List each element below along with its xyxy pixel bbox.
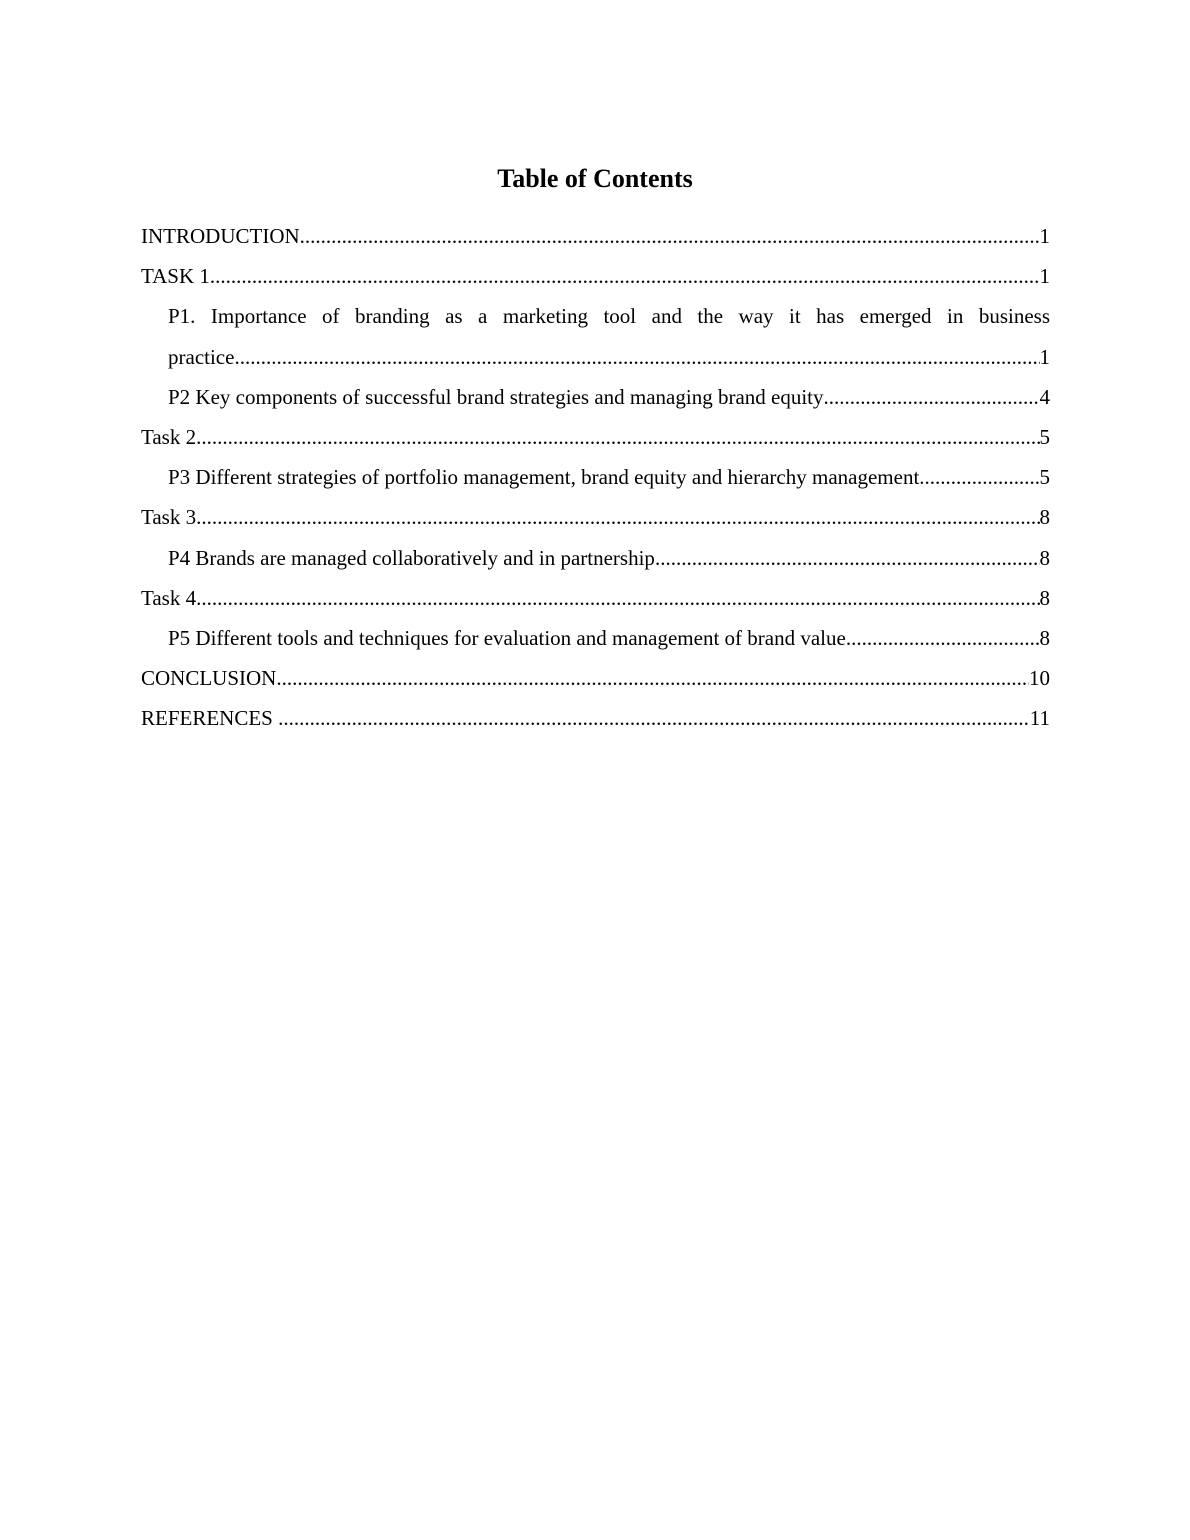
dot-leader xyxy=(234,337,1039,377)
toc-entry-label: TASK 1 xyxy=(141,264,210,289)
dot-leader xyxy=(196,497,1039,537)
dot-leader xyxy=(276,658,1029,698)
toc-entry-task-3[interactable] xyxy=(141,497,1050,537)
toc-entry-label-line-2: practice xyxy=(168,344,235,369)
toc-page-number: 8 xyxy=(1039,505,1050,530)
toc-entry-p1[interactable] xyxy=(141,296,1050,376)
toc-entry-task-1[interactable] xyxy=(141,256,1050,296)
toc-page-number: 1 xyxy=(1039,264,1050,289)
toc-entry-p4[interactable] xyxy=(141,538,1050,578)
toc-page-number: 4 xyxy=(1039,384,1050,409)
toc-entry-label: CONCLUSION xyxy=(141,666,277,691)
toc-page-number: 5 xyxy=(1039,465,1050,490)
toc-page-number: 8 xyxy=(1039,625,1050,650)
dot-leader xyxy=(196,578,1039,618)
toc-entry-label: Task 4 xyxy=(141,585,197,610)
dot-leader xyxy=(210,256,1040,296)
page-title: Table of Contents xyxy=(497,164,693,193)
toc-entry-task-2[interactable] xyxy=(141,417,1050,457)
toc-entry-label-line-1: P1. Importance of branding as a marketing tool and the way it has emerged in business xyxy=(168,304,1050,329)
toc-entry-label: P5 Different tools and techniques for evaluation and management of brand value xyxy=(168,625,846,650)
toc-entry-label: P4 Brands are managed collaboratively and in partnership xyxy=(168,545,655,570)
toc-page-number: 5 xyxy=(1039,424,1050,449)
dot-leader xyxy=(300,216,1040,256)
toc-entry-p2[interactable] xyxy=(141,377,1050,417)
toc-entry-conclusion[interactable] xyxy=(141,658,1050,698)
toc-entry-label: INTRODUCTION xyxy=(141,224,300,248)
toc-page-number: 1 xyxy=(1039,344,1050,369)
toc-page-number: 1 xyxy=(1039,224,1050,248)
toc-entry-label: P2 Key components of successful brand strategies and managing brand equity xyxy=(168,384,824,409)
toc-page-number: 11 xyxy=(1029,706,1050,731)
toc-entry-introduction[interactable] xyxy=(141,216,1050,256)
toc-page-number: 10 xyxy=(1029,666,1050,691)
toc-page-number: 8 xyxy=(1039,585,1050,610)
toc-entry-references[interactable] xyxy=(141,698,1050,738)
dot-leader xyxy=(655,538,1040,578)
toc-entry-task-4[interactable] xyxy=(141,578,1050,618)
toc-entry-p3[interactable] xyxy=(141,457,1050,497)
toc-page-number: 8 xyxy=(1039,545,1050,570)
dot-leader xyxy=(919,457,1039,497)
table-of-contents xyxy=(141,216,1050,738)
dot-leader xyxy=(824,377,1040,417)
toc-entry-label: REFERENCES xyxy=(141,706,279,731)
dot-leader xyxy=(196,417,1039,457)
toc-entry-label: Task 3 xyxy=(141,505,197,530)
toc-entry-label: P3 Different strategies of portfolio management, brand equity and hierarchy management xyxy=(168,465,920,490)
toc-entry-p5[interactable] xyxy=(141,618,1050,658)
dot-leader xyxy=(846,618,1040,658)
dot-leader xyxy=(278,698,1030,738)
toc-entry-label: Task 2 xyxy=(141,424,197,449)
